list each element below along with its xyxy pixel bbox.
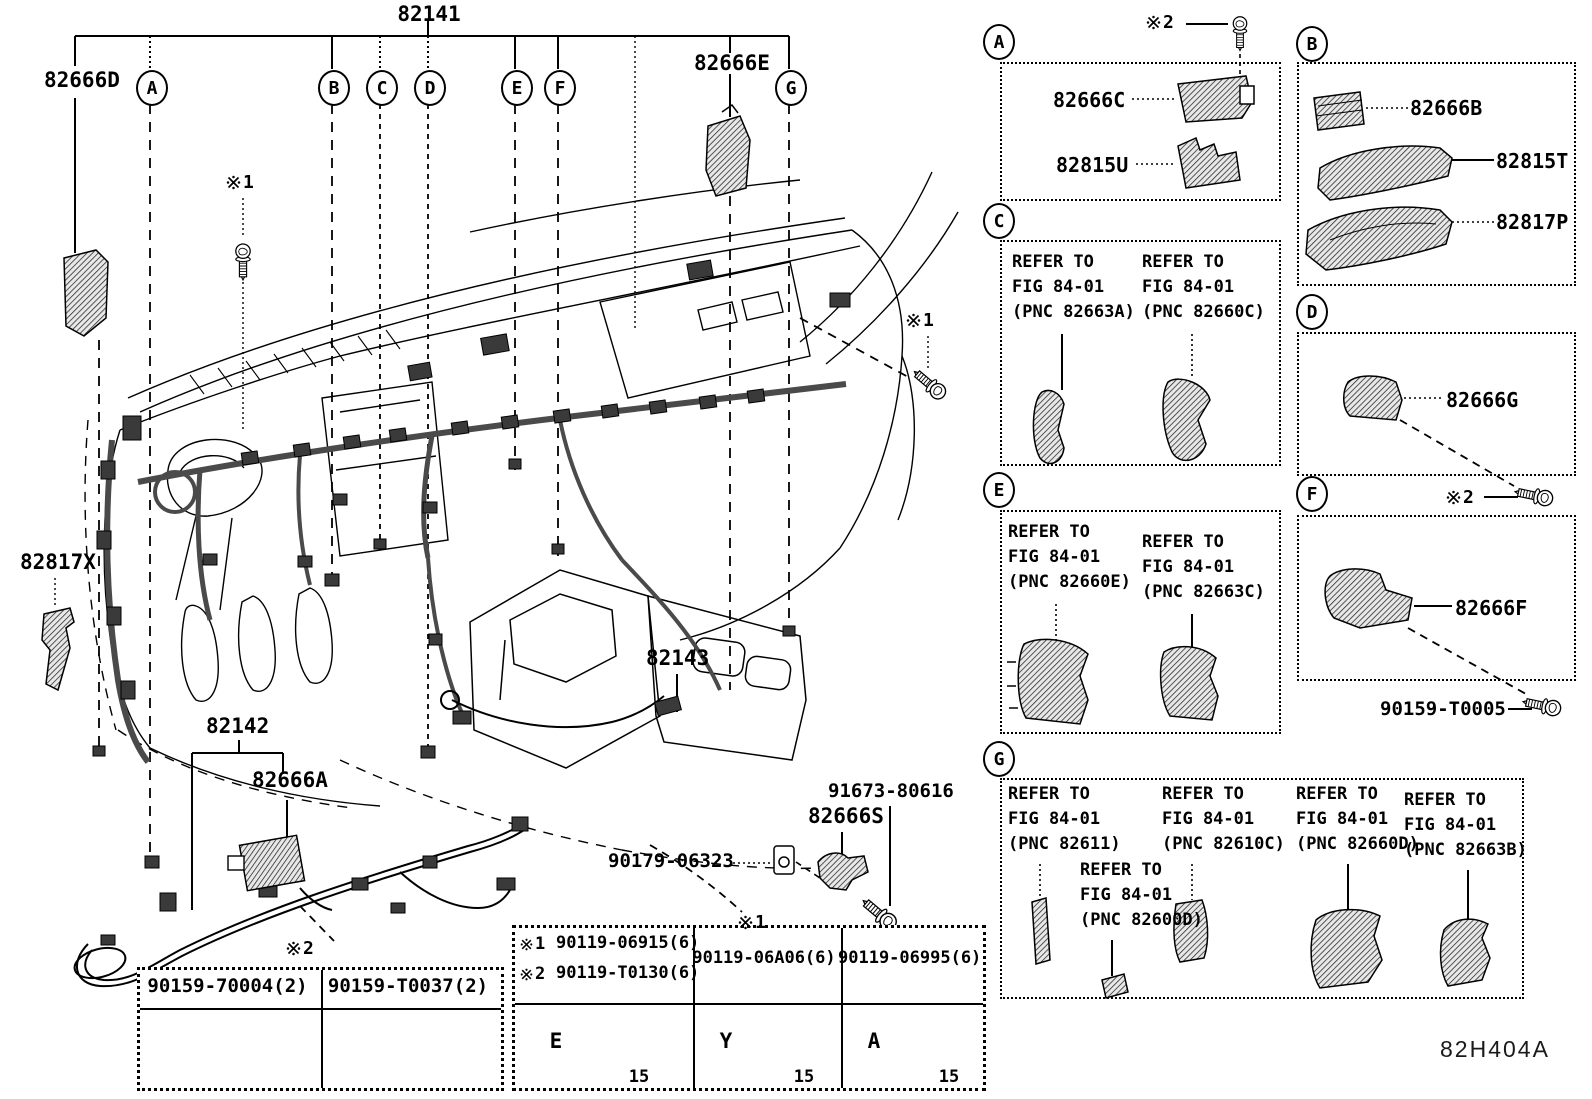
reference-mark-number: 1 bbox=[535, 934, 546, 954]
refer-line: FIG 84-01 bbox=[1404, 815, 1497, 835]
reference-mark-icon bbox=[906, 313, 921, 328]
panel-circle-A[interactable]: A bbox=[983, 24, 1015, 60]
fastener-number-90159-T0037[interactable]: 90159-T0037(2) bbox=[327, 975, 489, 997]
reference-mark-2 bbox=[286, 938, 314, 959]
panel-circle-B[interactable]: B bbox=[1296, 26, 1328, 62]
refer-line: (PNC 82600D) bbox=[1080, 910, 1203, 930]
refer-line: REFER TO bbox=[1012, 252, 1094, 272]
bolt-head-letter-Y: Y bbox=[719, 1029, 733, 1053]
callout-circle-F[interactable]: F bbox=[544, 70, 576, 106]
refer-line: FIG 84-01 bbox=[1008, 547, 1101, 567]
part-label-82666A[interactable]: 82666A bbox=[252, 768, 328, 792]
part-label-82666D[interactable]: 82666D bbox=[44, 68, 120, 92]
refer-line: (PNC 82663A) bbox=[1012, 302, 1135, 322]
table-divider bbox=[515, 1003, 983, 1005]
panel-circle-F[interactable]: F bbox=[1296, 476, 1328, 512]
refer-line: REFER TO bbox=[1080, 860, 1162, 880]
diagram-code: 82H404A bbox=[1440, 1036, 1550, 1062]
reference-mark-number: 2 bbox=[535, 964, 546, 984]
fastener-number-90119-T0130[interactable]: 90119-T0130(6) bbox=[556, 963, 700, 983]
refer-note bbox=[1008, 520, 1131, 595]
refer-note bbox=[1080, 858, 1203, 933]
reference-mark-icon bbox=[738, 915, 753, 930]
part-label-82666F[interactable]: 82666F bbox=[1455, 596, 1528, 620]
reference-mark-1 bbox=[738, 912, 766, 933]
part-label-82817P[interactable]: 82817P bbox=[1496, 210, 1569, 234]
bolt-head-letter-A: A bbox=[867, 1029, 881, 1053]
refer-line: (PNC 82660C) bbox=[1142, 302, 1265, 322]
refer-line: REFER TO bbox=[1142, 252, 1224, 272]
callout-circle-D[interactable]: D bbox=[414, 70, 446, 106]
refer-line: FIG 84-01 bbox=[1162, 809, 1255, 829]
reference-mark-1 bbox=[226, 172, 254, 193]
refer-note bbox=[1162, 782, 1285, 857]
fastener-row-mark-1 bbox=[520, 934, 545, 954]
panel-circle-G[interactable]: G bbox=[983, 741, 1015, 777]
reference-mark-number: 2 bbox=[1463, 487, 1474, 508]
panel-box-A bbox=[1000, 62, 1281, 201]
part-label-91673-80616[interactable]: 91673-80616 bbox=[828, 780, 954, 802]
refer-line: FIG 84-01 bbox=[1142, 557, 1235, 577]
screw-icon bbox=[1513, 484, 1554, 507]
part-label-82815U[interactable]: 82815U bbox=[1056, 153, 1129, 177]
bolt-length-dim: 15 bbox=[938, 1067, 960, 1087]
fastener-number-90119-06A06[interactable]: 90119-06A06(6) bbox=[692, 948, 836, 968]
refer-line: FIG 84-01 bbox=[1080, 885, 1173, 905]
screw-icon bbox=[1233, 17, 1247, 51]
refer-line: REFER TO bbox=[1142, 532, 1224, 552]
reference-mark-number: 1 bbox=[755, 912, 766, 933]
part-sketches-main bbox=[42, 105, 868, 890]
callout-circle-A[interactable]: A bbox=[136, 70, 168, 106]
panel-circle-E[interactable]: E bbox=[983, 472, 1015, 508]
refer-line: (PNC 82610C) bbox=[1162, 834, 1285, 854]
screw-icon bbox=[236, 244, 250, 280]
reference-mark-icon bbox=[520, 968, 533, 981]
dashboard-sketch bbox=[85, 172, 958, 868]
refer-note bbox=[1404, 788, 1527, 863]
reference-mark-icon bbox=[1446, 490, 1461, 505]
panel-box-D bbox=[1297, 332, 1576, 476]
fastener-row-mark-2 bbox=[520, 964, 545, 984]
callout-circle-G[interactable]: G bbox=[775, 70, 807, 106]
part-label-82141[interactable]: 82141 bbox=[397, 2, 461, 26]
fastener-number-90159-70004[interactable]: 90159-70004(2) bbox=[147, 975, 308, 997]
reference-mark-icon bbox=[226, 175, 241, 190]
callout-circle-E[interactable]: E bbox=[501, 70, 533, 106]
refer-note bbox=[1008, 782, 1121, 857]
refer-note bbox=[1296, 782, 1419, 857]
callout-circle-B[interactable]: B bbox=[318, 70, 350, 106]
callout-circle-C[interactable]: C bbox=[366, 70, 398, 106]
refer-note bbox=[1142, 530, 1265, 605]
reference-mark-2 bbox=[1446, 487, 1474, 508]
reference-mark-1 bbox=[906, 310, 934, 331]
screw-icon bbox=[910, 366, 949, 402]
reference-mark-number: 1 bbox=[923, 310, 934, 331]
refer-line: (PNC 82660D) bbox=[1296, 834, 1419, 854]
bolt-length-dim: 15 bbox=[793, 1067, 815, 1087]
refer-line: (PNC 82663B) bbox=[1404, 840, 1527, 860]
part-label-82666G[interactable]: 82666G bbox=[1446, 388, 1519, 412]
bolt-length-dim: 15 bbox=[628, 1067, 650, 1087]
refer-line: (PNC 82611) bbox=[1008, 834, 1121, 854]
callout-leader-lines bbox=[99, 104, 789, 866]
part-label-82666E[interactable]: 82666E bbox=[694, 51, 770, 75]
part-label-82666S[interactable]: 82666S bbox=[808, 804, 884, 828]
refer-note bbox=[1012, 250, 1135, 325]
part-leader-lines bbox=[55, 198, 928, 941]
part-label-82142[interactable]: 82142 bbox=[206, 714, 270, 738]
part-label-82666C[interactable]: 82666C bbox=[1053, 88, 1126, 112]
console-sketch bbox=[470, 570, 806, 768]
reference-mark-number: 2 bbox=[1163, 12, 1174, 33]
refer-line: REFER TO bbox=[1008, 522, 1090, 542]
panel-box-F bbox=[1297, 515, 1576, 681]
reference-mark-number: 1 bbox=[243, 172, 254, 193]
refer-line: REFER TO bbox=[1404, 790, 1486, 810]
refer-line: REFER TO bbox=[1008, 784, 1090, 804]
fastener-number-90119-06915[interactable]: 90119-06915(6) bbox=[556, 933, 700, 953]
wiring-harness-sketch bbox=[107, 384, 846, 762]
part-label-82666B[interactable]: 82666B bbox=[1410, 96, 1483, 120]
refer-note bbox=[1142, 250, 1265, 325]
part-label-90159-T0005[interactable]: 90159-T0005 bbox=[1380, 698, 1506, 720]
bolt-head-letter-E: E bbox=[549, 1029, 563, 1053]
screw-icon bbox=[1521, 694, 1562, 717]
harness-connector-blobs bbox=[93, 260, 850, 868]
part-label-82817X[interactable]: 82817X bbox=[20, 550, 96, 574]
refer-line: FIG 84-01 bbox=[1142, 277, 1235, 297]
part-label-90179-06323[interactable]: 90179-06323 bbox=[608, 850, 734, 872]
reference-mark-icon bbox=[286, 941, 301, 956]
refer-line: REFER TO bbox=[1296, 784, 1378, 804]
refer-line: (PNC 82660E) bbox=[1008, 572, 1131, 592]
floor-harness-connectors bbox=[101, 696, 681, 945]
refer-line: REFER TO bbox=[1162, 784, 1244, 804]
reference-mark-icon bbox=[1146, 15, 1161, 30]
fastener-number-90119-06995[interactable]: 90119-06995(6) bbox=[838, 948, 982, 968]
part-label-82815T[interactable]: 82815T bbox=[1496, 149, 1569, 173]
refer-line: FIG 84-01 bbox=[1012, 277, 1105, 297]
reference-mark-2 bbox=[1146, 12, 1174, 33]
refer-line: FIG 84-01 bbox=[1008, 809, 1101, 829]
panel-circle-C[interactable]: C bbox=[983, 203, 1015, 239]
reference-mark-icon bbox=[520, 938, 533, 951]
panel-circle-D[interactable]: D bbox=[1296, 294, 1328, 330]
refer-line: FIG 84-01 bbox=[1296, 809, 1389, 829]
refer-line: (PNC 82663C) bbox=[1142, 582, 1265, 602]
reference-mark-number: 2 bbox=[303, 938, 314, 959]
part-label-82143[interactable]: 82143 bbox=[646, 646, 710, 670]
